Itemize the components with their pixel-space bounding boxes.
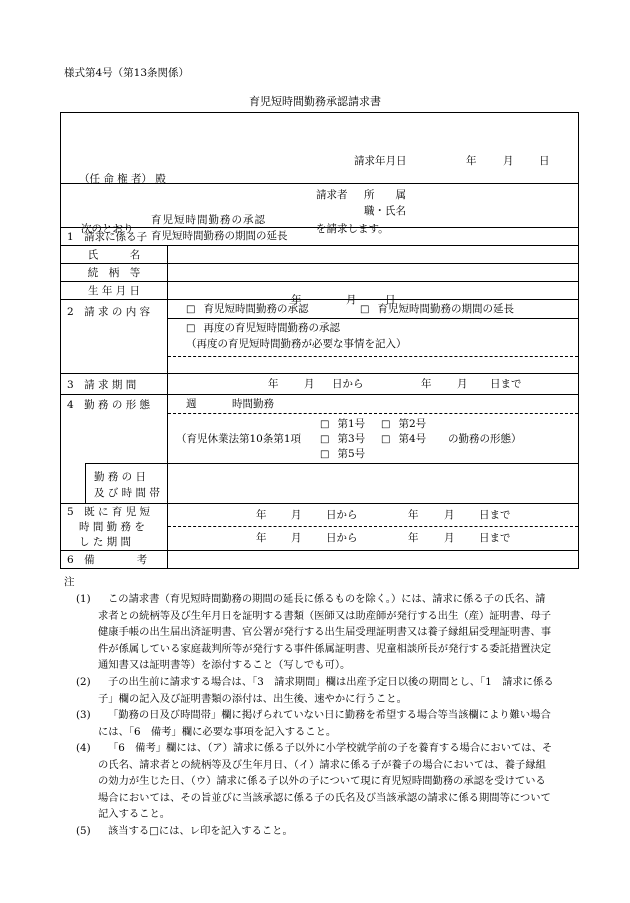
- checkbox-icon: □: [381, 419, 391, 430]
- opt-extension[interactable]: □ 育児短時間勤務の期間の延長: [360, 303, 514, 315]
- days-label1: 勤 務 の 日: [94, 471, 147, 483]
- checkbox-icon: □: [320, 434, 330, 445]
- note-item: (4) 「6 備考」欄には、（ア）請求に係る子以外に小学校就学前の子を養育する場合においては、その氏名、請求者との続柄等及び生年月日、（イ）請求に係る子が養子の場合においては、養子縁組の効力が生じた日、（ウ）請求に係る子以外の子について現に育児短時間勤務の承認を受けている場合においては、その旨並びに当該承認に係る子の氏名及び当該承認の請求に係る期間等について記入すること。: [76, 742, 553, 821]
- no5-option[interactable]: □ 第5号: [320, 448, 366, 460]
- request-form-table: [60, 112, 579, 569]
- section4-label: 4 勤 務 の 形 態: [67, 399, 151, 411]
- birth-month: 月: [346, 293, 357, 306]
- days-label2: 及 び 時 間 帯: [94, 487, 160, 499]
- section3-label-cell: [61, 374, 168, 395]
- no3-option[interactable]: □ 第3号: [320, 433, 366, 445]
- section4-label-cell: [61, 395, 168, 504]
- birth-year: 年: [291, 293, 302, 306]
- checkbox-icon: □: [360, 304, 370, 315]
- checkbox-icon: □: [186, 323, 196, 334]
- name-title-label: 職・氏名: [364, 205, 406, 217]
- section2-label-cell: [61, 300, 168, 374]
- work-form-field: 週 時間勤務 □ 第1号 □ 第2号 （育児休業法第10条第1項 □ 第3号 □ 第4号 の勤務の形態） □ 第5号: [168, 395, 579, 464]
- section5-label-cell: 5 既 に 育 児 短 時 間 勤 務 を し た 期 間: [61, 504, 168, 551]
- request-option-approval: 育児短時間勤務の承認: [151, 213, 266, 226]
- section6-label-cell: [61, 551, 168, 569]
- note-item: (1) この請求書（育児短時間勤務の期間の延長に係るものを除く。）には、請求に係る子の氏名、請求者との続柄等及び生年月日を証明する書類（医師又は助産師が発行する出生（産）証明書、母子健康手帳の出生届出済証明書、官公署が発行する出生届受理証明書又は養子縁組届受理証明書、事件が係属している家庭裁判所等が発行する事件係属証明書、児童相談所長が発行する委託措置決定通知書又は証明書等）を添付すること（写しでも可）。: [76, 593, 552, 672]
- request-option-extension: 育児短時間勤務の期間の延長: [151, 229, 288, 242]
- relation-field[interactable]: [168, 264, 579, 282]
- checkbox-icon: □: [320, 419, 330, 430]
- child-name-label-cell: [61, 246, 168, 264]
- no2-option[interactable]: □ 第2号: [381, 418, 427, 430]
- request-prefix: 次のとおり: [81, 222, 134, 235]
- relation-label-cell: [61, 264, 168, 282]
- affiliation-label: 所 属: [364, 189, 406, 201]
- child-name-field[interactable]: [168, 246, 579, 264]
- note-item: (2) 子の出生前に請求する場合は、「3 請求期間」欄は出産予定日以後の期間とし、「1 請求に係る子」欄の記入及び証明書類の添付は、出生後、速やかに行うこと。: [76, 676, 554, 705]
- opt-reapproval[interactable]: □ 再度の育児短時間勤務の承認: [186, 322, 340, 334]
- requester-label: 請求者: [316, 189, 348, 201]
- section5-label: 5 既 に 育 児 短: [67, 506, 151, 518]
- address-block: [61, 113, 579, 217]
- opt-approval[interactable]: □ 育児短時間勤務の承認: [186, 303, 309, 315]
- remarks-field[interactable]: [168, 551, 579, 569]
- birthdate-label: 生 年 月 日: [87, 285, 140, 297]
- notes-heading: 注: [64, 576, 75, 588]
- birth-day: 日: [385, 293, 396, 306]
- reason-field[interactable]: [168, 356, 578, 373]
- checkbox-icon: □: [320, 449, 330, 460]
- prior-period-field[interactable]: 年 月 日から 年 月 日まで 年 月 日から 年 月 日まで: [168, 504, 579, 551]
- request-suffix: を請求します。: [316, 222, 389, 235]
- section2-content: [168, 300, 579, 374]
- date-year: 年: [466, 155, 477, 167]
- child-name-label: 氏 名: [87, 249, 141, 261]
- document-title: 育児短時間勤務承認請求書: [249, 95, 381, 108]
- date-month: 月: [503, 155, 514, 167]
- form-suffix: の勤務の形態）: [448, 433, 522, 445]
- checkbox-icon: □: [381, 434, 391, 445]
- no1-option[interactable]: □ 第1号: [320, 418, 366, 430]
- date-day: 日: [539, 155, 550, 167]
- section6-label: 6 備 考: [67, 554, 148, 566]
- period-field[interactable]: 年 月 日から 年 月 日まで: [168, 374, 579, 395]
- birthdate-label-cell: [61, 282, 168, 300]
- section2-label: 2 請 求 の 内 容: [67, 306, 151, 318]
- reapproval-note: （再度の育児短時間勤務が必要な事情を記入）: [186, 338, 407, 350]
- no4-option[interactable]: □ 第4号: [381, 433, 427, 445]
- appointer-label: （任 命 権 者） 殿: [79, 173, 166, 185]
- work-days-field[interactable]: [168, 464, 579, 504]
- section1-label: 1 請求に係る子: [67, 231, 148, 243]
- section3-label: 3 請 求 期 間: [67, 378, 137, 391]
- note-item: (5) 該当する□には、レ印を記入すること。: [76, 825, 293, 837]
- note-item: (3) 「勤務の日及び時間帯」欄に掲げられていない日に勤務を希望する場合等当該欄により難い場合には、「6 備考」欄に必要な事項を記入すること。: [76, 709, 551, 738]
- checkbox-icon: □: [186, 304, 196, 315]
- birthdate-field[interactable]: [168, 282, 579, 306]
- relation-label: 続 柄 等: [87, 267, 141, 279]
- law-reference: （育児休業法第10条第1項: [176, 433, 302, 445]
- form-number: 様式第4号（第13条関係）: [64, 67, 190, 79]
- request-date-label: 請求年月日: [354, 155, 407, 167]
